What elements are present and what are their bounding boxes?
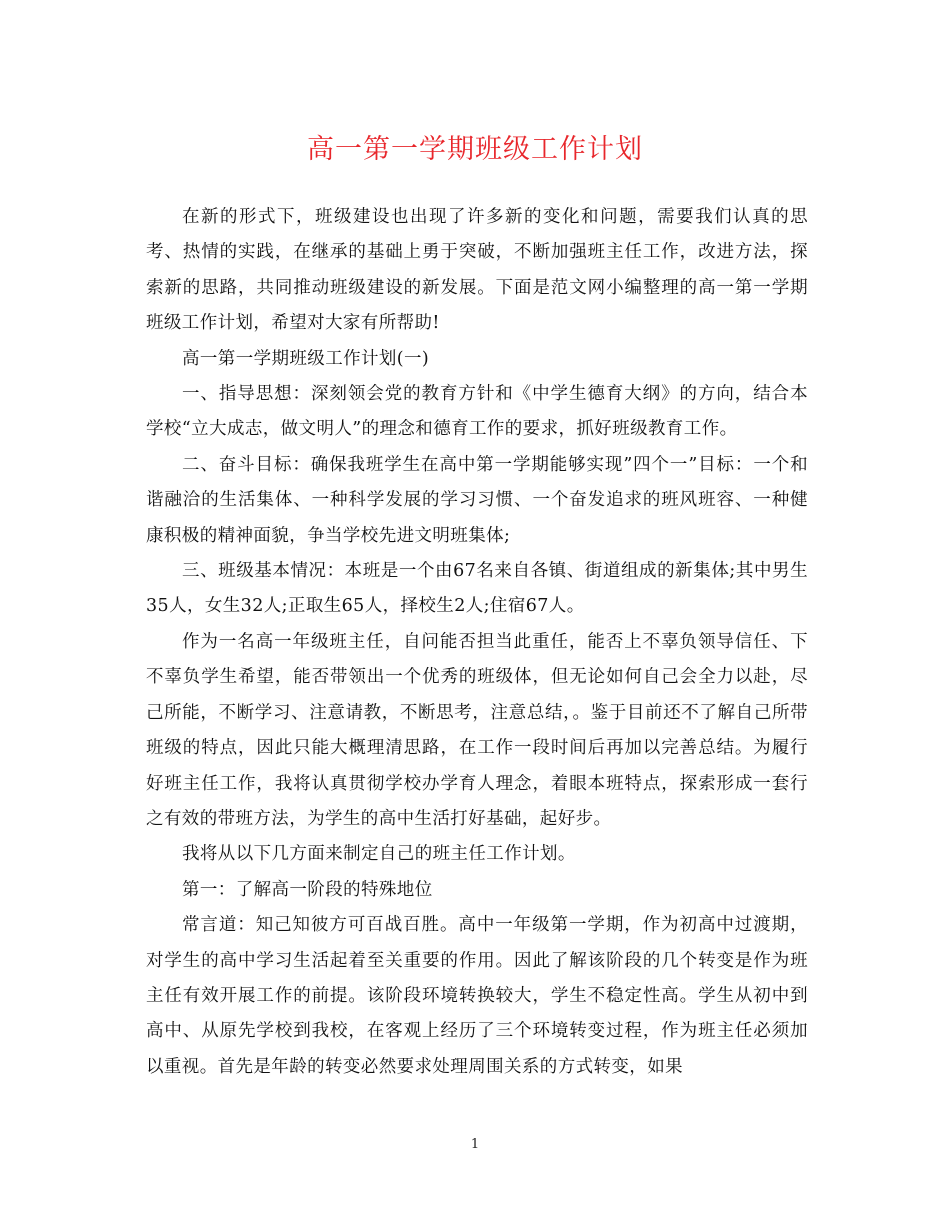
page-number: 1 [470, 1137, 480, 1152]
paragraph-section-heading: 高一第一学期班级工作计划(一) [182, 348, 430, 369]
paragraph-teacher-role: 作为一名高一年级班主任，自问能否担当此重任，能否上不辜负领导信任、下不辜负学生希望，能否带领出一个优秀的班级体，但无论如何自己会全力以赴，尽己所能，不断学习、注意请教，不断思考，注意总结，。鉴于目前还不了解自己所带班级的特点，因此只能大概理清思路，在工作一段时间后再加以完善总结。为履行好班主任工作，我将认真贯彻学校办学育人理念，着眼本班特点，探索形成一套行之有效的带班方法，为学生的高中生活打好基础，起好步。 [146, 631, 808, 829]
paragraph-plan-aspects: 我将从以下几方面来制定自己的班主任工作计划。 [182, 844, 576, 865]
paragraph-intro: 在新的形式下，班级建设也出现了许多新的变化和问题，需要我们认真的思考、热情的实践，在继承的基础上勇于突破，不断加强班主任工作，改进方法，探索新的思路，共同推动班级建设的新发展。下面是范文网小编整理的高一第一学期班级工作计划，希望对大家有所帮助! [146, 207, 808, 334]
document-title: 高一第一学期班级工作计划 [307, 134, 643, 165]
paragraph-goals: 二、奋斗目标：确保我班学生在高中第一学期能够实现”四个一”目标：一个和谐融洽的生活集体、一种科学发展的学习习惯、一个奋发追求的班风班容、一种健康积极的精神面貌，争当学校先进文明班集体; [146, 454, 808, 546]
paragraph-transition-stage: 常言道：知己知彼方可百战百胜。高中一年级第一学期，作为初高中过渡期，对学生的高中学习生活起着至关重要的作用。因此了解该阶段的几个转变是作为班主任有效开展工作的前提。该阶段环境转换较大，学生不稳定性高。学生从初中到高中、从原先学校到我校，在客观上经历了三个环境转变过程，作为班主任必须加以重视。首先是年龄的转变必然要求处理周围关系的方式转变，如果 [146, 915, 808, 1077]
document-body [146, 200, 808, 1085]
paragraph-class-info: 三、班级基本情况：本班是一个由67名来自各镇、街道组成的新集体;其中男生35人，女生32人;正取生65人，择校生2人;住宿67人。 [146, 561, 808, 617]
paragraph-guiding-ideology: 一、指导思想：深刻领会党的教育方针和《中学生德育大纲》的方向，结合本学校“立大成志，做文明人”的理念和德育工作的要求，抓好班级教育工作。 [146, 384, 808, 440]
paragraph-first-point: 第一：了解高一阶段的特殊地位 [182, 879, 433, 900]
